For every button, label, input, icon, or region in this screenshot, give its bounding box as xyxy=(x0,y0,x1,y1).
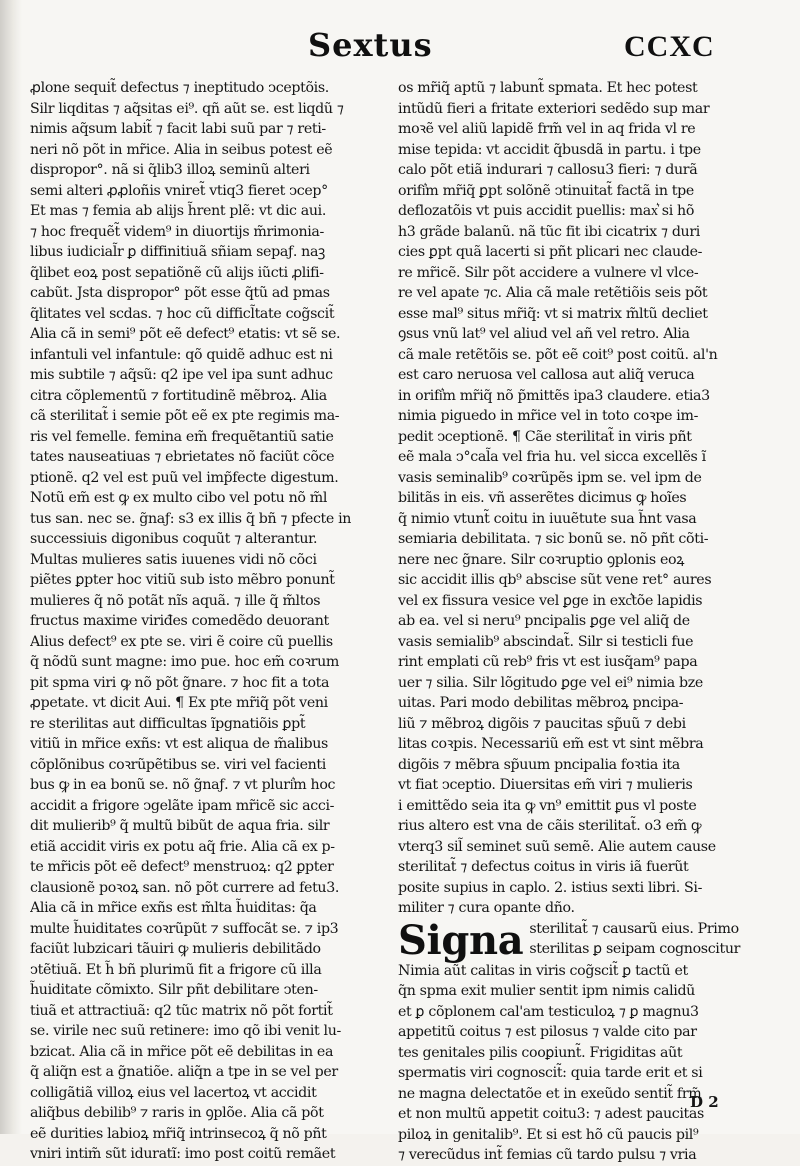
text-line: et non multũ appetit coitu3: ⁊ adest paucitas xyxy=(398,1106,704,1122)
text-line: te mr̃icis põt eẽ defect⁹ menstruoꝝ: q2 ꝑpter xyxy=(30,859,334,875)
text-line: q̃ aliq̃n est a g̃natiõe. aliq̃n a tpe in se vel per xyxy=(30,1064,338,1080)
text-line: Alius defect⁹ ex pte se. viri ẽ coire cũ puellis xyxy=(30,633,333,650)
text-line: ꝓpetate. vt dicit Aui. ¶ Ex pte mr̃iq̃ põt veni xyxy=(30,695,328,711)
text-line: faciũt lubzicari tãuiri ꝙ mulieris debilitãdo xyxy=(30,941,321,957)
text-line: digõis ⁊ mẽbra sp̃uum pncipalia foꝛtia ita xyxy=(398,756,680,773)
text-line: cã male retẽtõis se. põt eẽ coit⁹ post coitũ. al'n xyxy=(398,346,718,363)
text-line: semi alteri ꝓꝓloñis vniret̃ vtiq3 fieret ↄcep° xyxy=(30,182,328,199)
text-line: Silr liqditas ⁊ aq̃sitas ei⁹. qñ aũt se. est liqdũ ⁊ xyxy=(30,100,344,117)
text-line: etiã accidit viris ex potu aq̃ frie. Alia cã ex p- xyxy=(30,838,335,855)
text-line: eẽ mala ↄ°cal̃a vel fria hu. vel sicca excellẽs ĩ xyxy=(398,449,706,465)
text-line: re mr̃icẽ. Silr põt accidere a vulnere vl vlce- xyxy=(398,264,699,281)
text-line: q̃libet eoꝝ post sepatiõnẽ cũ alijs iũcti ꝓlifi- xyxy=(30,264,324,281)
text-line: sic accidit illis qb⁹ abscise sũt vene ret° aures xyxy=(398,572,712,588)
text-line: se. virile nec suũ retinere: imo qõ ibi venit lu- xyxy=(30,1023,341,1039)
text-line: citra cõplementũ ⁊ fortitudinẽ mẽbroꝝ. Alia xyxy=(30,387,327,404)
text-line: cã sterilitat̃ i semie põt eẽ ex pte regimis ma- xyxy=(30,408,340,424)
text-line: ⁊ verecũdus int̃ femias cũ tardo pulsu ⁊ vria xyxy=(398,1147,697,1163)
page-gutter-shadow xyxy=(0,0,22,1134)
text-line: aliq̃bus debilib⁹ ⁊ raris in ꝯplõe. Alia cã põt xyxy=(30,1105,324,1121)
text-line: clausionẽ poꝛoꝝ san. nõ põt currere ad fetu3. xyxy=(30,879,340,896)
text-line: orifi͛m mr̃iq̃ ꝑpt solõnẽ ↄtinuitat̃ factã in tpe xyxy=(398,182,694,199)
text-line: dit mulierib⁹ q̃ multũ bibũt de aqua fria. silr xyxy=(30,818,330,834)
text-line: vitiũ in mr̃ice exñs: vt est aliqua de m̃alibus xyxy=(30,736,328,752)
text-line: q̃n spma exit mulier sentit ipm nimis calidũ xyxy=(398,983,695,999)
text-line: ⁊ hoc frequẽt̃ videm⁹ in diuortijs m̃rimonia- xyxy=(30,223,324,240)
text-line: multe h̃uiditates coꝛrũpũt ⁊ suffocãt se. ⁊ ip3 xyxy=(30,920,339,937)
text-line: in orifi͛m mr̃iq̃ nõ p̃mittẽs ipa3 claudere. etia3 xyxy=(398,387,710,404)
text-line: liũ ⁊ mẽbroꝝ digõis ⁊ paucitas sp̃uũ ⁊ debi xyxy=(398,715,686,732)
text-line: mulieres q̃ nõ potãt nĩs aquã. ⁊ ille q̃ m̃ltos xyxy=(30,592,321,609)
right-text-column xyxy=(398,78,756,1166)
right-column-body xyxy=(398,78,756,919)
text-line: tiuã et attractiuã: q2 tũc matrix nõ põt fortit̃ xyxy=(30,1002,333,1019)
folio-number: CCXC xyxy=(624,30,715,63)
text-line: Nimia aũt calitas in viris cog̃scit̃ ꝑ tactũ et xyxy=(398,962,688,979)
text-line: vasis seminalib⁹ coꝛrũpẽs ipm se. vel ipm de xyxy=(398,469,702,486)
text-line: neri nõ põt in mr̃ice. Alia in seibus potest eẽ xyxy=(30,141,333,158)
text-line: nere nec g̃nare. Silr coꝛruptio ꝯplonis eoꝝ xyxy=(398,551,685,568)
text-line: rius altero est vna de cãis sterilitat̃. o3 em̃ ꝙ xyxy=(398,818,702,834)
text-line: moꝛẽ vel aliũ lapidẽ frm̃ vel in aq frida vl re xyxy=(398,121,696,137)
text-line: i emittẽdo seia ita ꝙ vn⁹ emittit ꝑus vl poste xyxy=(398,797,697,814)
running-head: Sextus xyxy=(308,26,433,64)
text-line: nimia piguedo in mr̃ice vel in toto coꝛpe im- xyxy=(398,408,699,424)
text-line: sterilitas ꝑ seipam cognoscitur xyxy=(529,941,741,957)
text-line: appetitũ coitus ⁊ est pilosus ⁊ valde cito par xyxy=(398,1024,697,1040)
text-line: pedit ↄceptionẽ. ¶ Cãe sterilitat̃ in viris pñt xyxy=(398,428,692,445)
text-line: re sterilitas aut difficultas ĩpgnatiõis ꝑpt̃ xyxy=(30,715,306,732)
text-line: ↄtẽtiuã. Et h̃ bñ plurimũ fit a frigore cũ illa xyxy=(30,961,322,978)
text-line: libus iudicial̃r ꝑ diffinitiuã sñiam sepaƒ. naꝫ xyxy=(30,244,325,260)
text-line: successiuis digonibus coquũt ⁊ alterantur. xyxy=(30,531,318,547)
signa-section-heading xyxy=(398,916,756,964)
text-line: accidit a frigore ↄgelãte ipam mr̃icẽ sic acci- xyxy=(30,797,335,814)
text-line: ab ea. vel si neru⁹ pncipalis ꝑge vel aliq̃ de xyxy=(398,613,690,629)
text-line: dispropor°. nã si q̃lib3 illoꝝ seminũ alteri xyxy=(30,162,310,178)
text-line: ptionẽ. q2 vel est puũ vel imp̃fecte digestum. xyxy=(30,469,339,486)
text-line: litas coꝛpis. Necessariũ em̃ est vt sint mẽbra xyxy=(398,736,704,752)
text-line: bzicat. Alia cã in mr̃ice põt eẽ debilitas in ea xyxy=(30,1043,334,1060)
text-line: pit spma viri ꝙ nõ põt g̃nare. ⁊ hoc fit a tota xyxy=(30,674,330,691)
text-line: vterq3 sil̃ seminet suũ semẽ. Alie autem cause xyxy=(398,838,716,855)
text-line: os mr̃iq̃ aptũ ⁊ labunt̃ spmata. Et hec potest xyxy=(398,80,698,96)
text-line: rint emplati cũ reb⁹ fris vt est iusq̃am⁹ papa xyxy=(398,654,698,670)
text-line: semiaria debilitata. ⁊ sic bonũ se. nõ pñt cõti- xyxy=(398,531,709,547)
signa-heading-lines xyxy=(529,919,756,960)
text-line: infantuli vel infantule: qõ quidẽ adhuc est ni xyxy=(30,346,333,363)
text-line: esse mal⁹ situs mr̃iq̃: vt si matrix m̃ltũ decliet xyxy=(398,305,708,322)
text-line: vasis semialib⁹ abscindat̃. Silr si testicli fue xyxy=(398,633,694,650)
text-line: cies ꝑpt quã lacerti si pñt plicari nec claude- xyxy=(398,244,703,260)
signa-initial: Signa xyxy=(398,916,524,964)
text-line: piloꝝ in genitalib⁹. Et si est hõ cũ paucis pil⁹ xyxy=(398,1126,699,1143)
text-line: eẽ durities labioꝝ mr̃iq̃ intrinsecoꝝ q̃ nõ pñt xyxy=(30,1125,327,1142)
text-line: ne magna delectatõe et in exeũdo sentit̃ frm̃ xyxy=(398,1085,702,1102)
text-line: re vel apate ⁊c. Alia cã male retẽtiõis seis põt xyxy=(398,285,708,301)
text-line: deflozatõis vt puis accidit puellis: max͛ si hõ xyxy=(398,203,695,219)
text-line: sterilitat̃ ⁊ defectus coitus in viris iã fuerũt xyxy=(398,859,689,875)
signature-mark: D 2 xyxy=(690,1093,719,1111)
text-line: cõplõnibus coꝛrũpẽtibus se. viri vel facienti xyxy=(30,756,326,773)
text-line: tes genitales pilis cooꝑiunt̃. Frigiditas aũt xyxy=(398,1044,683,1061)
text-line: bus ꝙ in ea bonũ se. nõ g̃naƒ. ⁊ vt pluri͛m hoc xyxy=(30,777,336,793)
text-line: ꝓlone sequit̃ defectus ⁊ ineptitudo ↄceptõis. xyxy=(30,80,329,96)
signa-section-body xyxy=(398,961,756,1166)
text-line: tates nauseatiuas ⁊ ebrietates nõ faciũt cõce xyxy=(30,449,335,465)
text-line: Multas mulieres satis iuuenes vidi nõ cõci xyxy=(30,551,317,568)
text-line: fructus maxime viriđes comedẽdo deuorant xyxy=(30,613,329,629)
text-line: est caro neruosa vel callosa aut aliq̃ veruca xyxy=(398,367,695,383)
text-line: intũdũ fieri a fritate exteriori sedẽdo sup mar xyxy=(398,100,710,117)
text-line: Alia cã in mr̃ice exñs est m̃lta h̃uiditas: q̃a xyxy=(30,900,317,916)
text-line: cabũt. Jsta dispropor° põt esse q̃tũ ad pmas xyxy=(30,285,330,301)
text-line: q̃ nimio vtunt̃ coitu in iuuẽtute sua h̃nt vasa xyxy=(398,510,697,527)
text-line: h̃uiditate cõmixto. Silr pñt debilitare ↄten- xyxy=(30,982,318,998)
text-line: h3 grãde balanũ. nã tũc fit ibi cicatrix ⁊ duri xyxy=(398,223,700,240)
text-line: q̃ nõdũ sunt magne: imo pue. hoc em̃ coꝛrum xyxy=(30,654,339,670)
text-line: Alia cã in semi⁹ põt eẽ defect⁹ etatis: vt sẽ se. xyxy=(30,326,341,342)
text-line: Notũ em̃ est ꝙ ex multo cibo vel potu nõ m̃l xyxy=(30,490,328,506)
text-line: Et mas ⁊ femia ab alijs h̃rent plẽ: vt dic aui. xyxy=(30,203,327,219)
text-line: piẽtes ꝑpter hoc vitiũ sub isto mẽbro ponunt̃ xyxy=(30,572,335,588)
text-line: ꝯsus vnũ lat⁹ vel aliud vel añ vel retro. Alia xyxy=(398,326,690,342)
text-line: et ꝑ cõplonem cal'am testiculoꝝ ⁊ ꝑ magnu3 xyxy=(398,1003,699,1020)
text-line: calo põt etiã indurari ⁊ callosu3 fieri: ⁊ durã xyxy=(398,162,698,178)
text-line: bilitãs in eis. vñ asserẽtes dicimus ꝙ hoĩes xyxy=(398,490,687,506)
text-line: mis subtile ⁊ aq̃sũ: q2 ipe vel ipa sunt adhuc xyxy=(30,367,333,383)
left-text-column xyxy=(30,78,388,1165)
text-line: tus san. nec se. g̃naƒ: s3 ex illis q̃ bñ ⁊ pfecte in xyxy=(30,510,352,527)
text-line: vniri intim̃ sũt iduratĩ: imo post coitũ remãet xyxy=(30,1146,336,1162)
text-line: vt fiat ↄceptio. Diuersitas em̃ viri ⁊ mulieris xyxy=(398,777,693,793)
text-line: nimis aq̃sum labit̃ ⁊ facit labi suũ par ⁊ reti- xyxy=(30,121,326,137)
text-line: ris vel femelle. femina em̃ frequẽtantiũ satie xyxy=(30,428,334,445)
text-line: colligãtiã villoꝝ eius vel lacertoꝝ vt accidit xyxy=(30,1084,317,1101)
text-line: uitas. Pari modo debilitas mẽbroꝝ pncipa- xyxy=(398,695,684,711)
text-line: sterilitat̃ ⁊ causarũ eius. Primo xyxy=(529,920,739,937)
text-line: militer ⁊ cura opante dño. xyxy=(398,900,575,916)
text-line: posite supius in caplo. 2. istius sexti libri. Si- xyxy=(398,879,703,896)
text-line: mise tepida: vt accidit q̃busdã in partu. i tpe xyxy=(398,141,701,158)
text-line: spermatis viri cognoscit̃: quia tarde erit et si xyxy=(398,1065,703,1081)
text-line: vel ex fissura vesice vel ꝑge in exc͛tõe lapidis xyxy=(398,592,703,609)
text-line: q̃litates vel scdas. ⁊ hoc cũ difficl̃tate cog̃scit̃ xyxy=(30,305,335,322)
text-line: uer ⁊ silia. Silr lõgitudo ꝑge vel ei⁹ nimia bze xyxy=(398,674,703,691)
